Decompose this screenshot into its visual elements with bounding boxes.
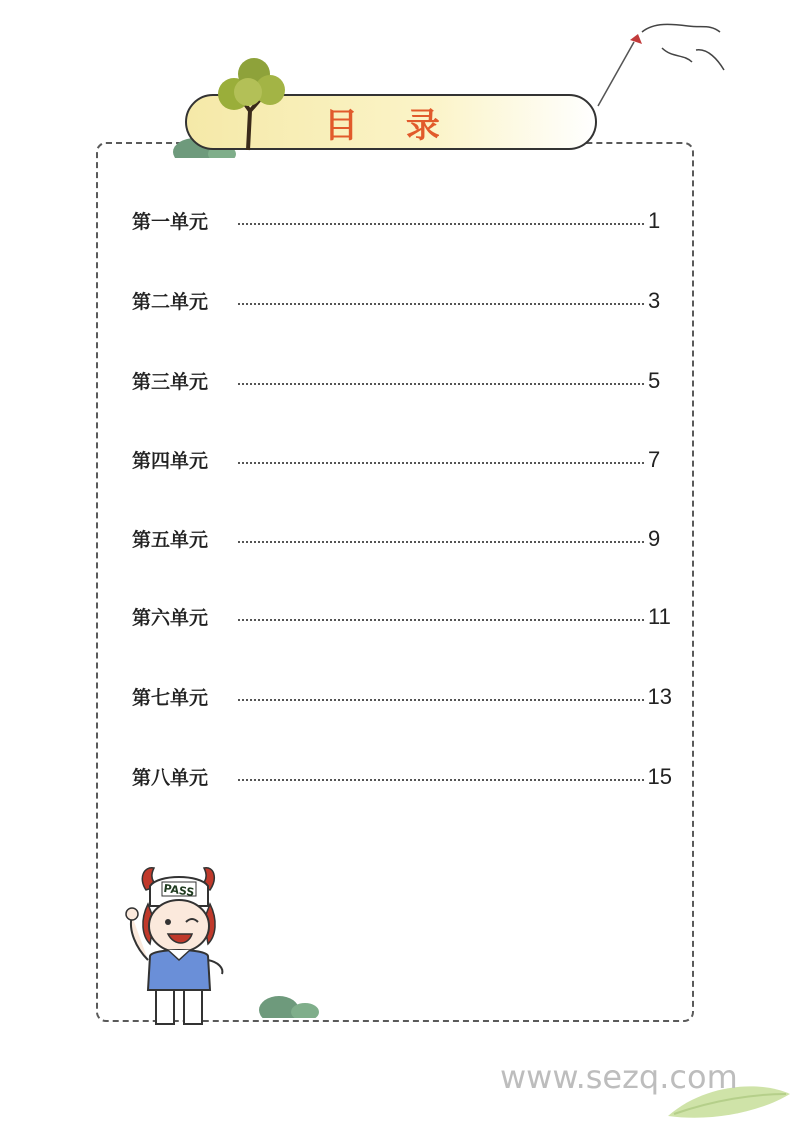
- leader-dots: [238, 461, 644, 464]
- toc-label: 第三单元: [132, 371, 209, 393]
- toc-row[interactable]: [132, 443, 672, 473]
- toc-page-number: 3: [648, 288, 661, 313]
- watermark-text: www.sezq.com: [500, 1058, 738, 1096]
- toc-label: 第六单元: [132, 607, 209, 629]
- toc-label: 第二单元: [132, 291, 209, 313]
- toc-page-number: 5: [648, 368, 661, 393]
- toc-page-number: 13: [647, 684, 672, 709]
- toc-page-number: 11: [648, 604, 671, 629]
- leader-dots: [238, 382, 644, 385]
- leader-dots: [238, 698, 644, 701]
- bush-decoration-bottom: [255, 988, 325, 1018]
- toc-row[interactable]: [132, 522, 672, 552]
- toc-label: 第五单元: [132, 529, 209, 551]
- leader-dots: [238, 618, 644, 621]
- toc-page-number: 9: [648, 526, 661, 551]
- toc-label: 第八单元: [132, 767, 209, 789]
- kite-icon: [592, 18, 732, 110]
- toc-row[interactable]: [132, 364, 672, 394]
- toc-row[interactable]: [132, 284, 672, 314]
- toc-row[interactable]: [132, 760, 672, 790]
- toc-page-number: 1: [648, 208, 661, 233]
- toc-label: 第一单元: [132, 211, 209, 233]
- page-title: 目 录: [324, 105, 458, 146]
- toc-row[interactable]: [132, 600, 672, 630]
- toc-page-number: 15: [647, 764, 672, 789]
- leader-dots: [238, 540, 644, 543]
- toc-label: 第七单元: [132, 687, 209, 709]
- leader-dots: [238, 222, 644, 225]
- toc-page-number: 7: [648, 447, 661, 472]
- leader-dots: [238, 778, 644, 781]
- cap-label: PASS: [162, 881, 196, 900]
- tree-icon: [208, 56, 292, 152]
- toc-row[interactable]: [132, 680, 672, 710]
- toc-label: 第四单元: [132, 450, 209, 472]
- toc-row[interactable]: [132, 204, 672, 234]
- leader-dots: [238, 302, 644, 305]
- mascot-illustration: [118, 860, 238, 1028]
